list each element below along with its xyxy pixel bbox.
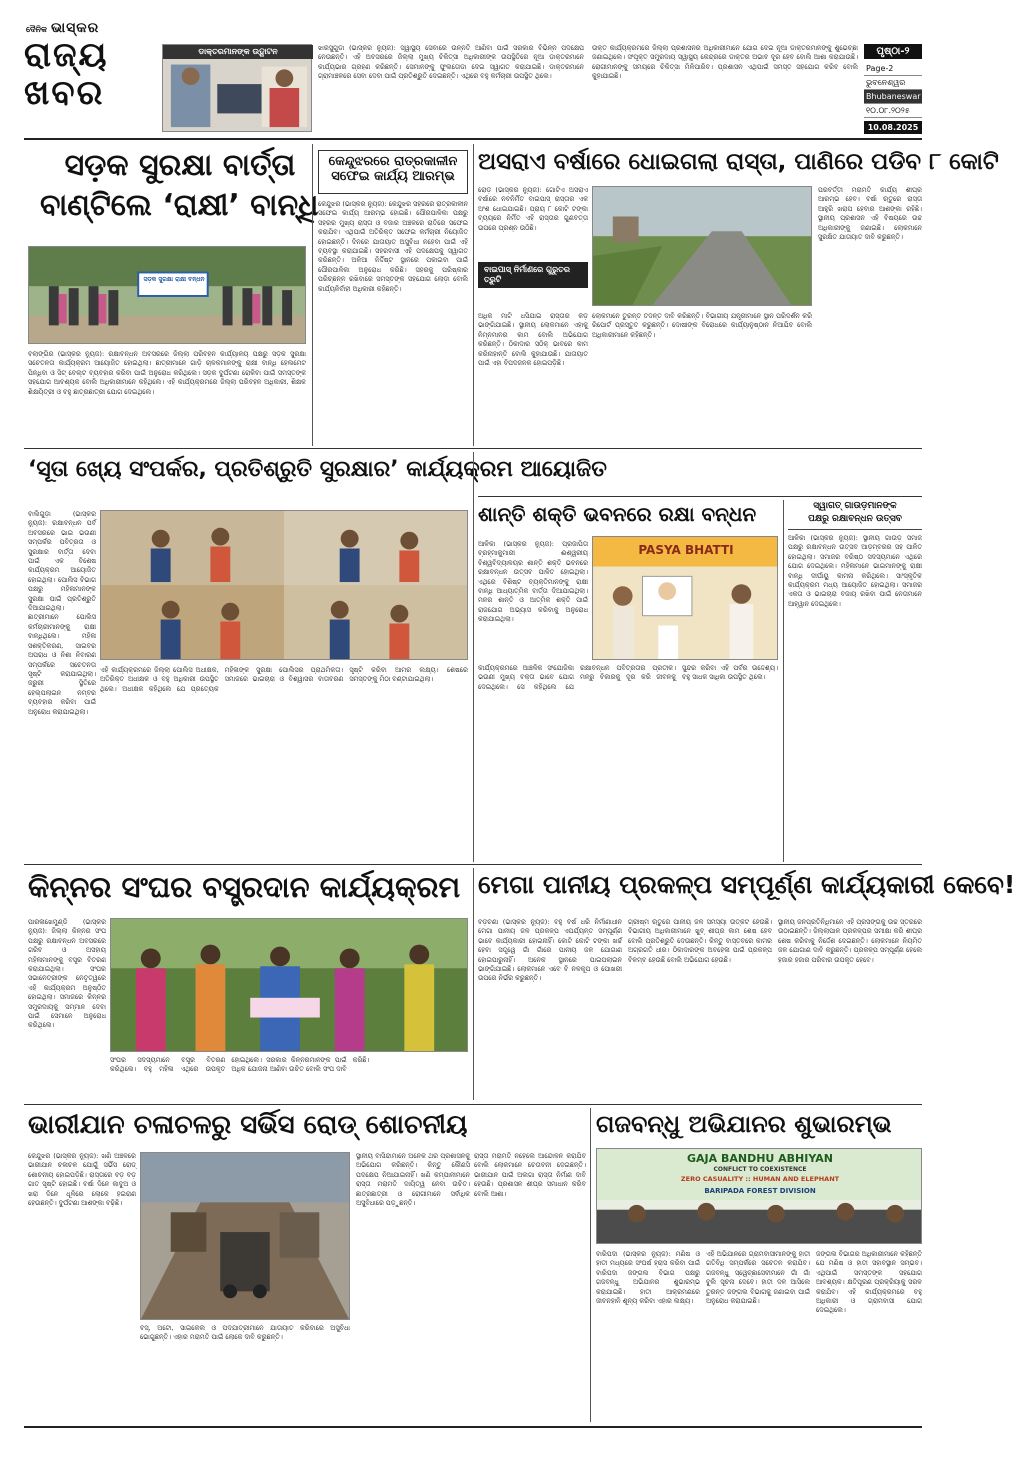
sutra-body: ବାଲିଗୁଡ଼ା (ଭାସ୍କର ନ୍ୟୁଜ): ରକ୍ଷାବନ୍ଧନ ପର୍ବ ଅବସରରେ ଭାଇ ଭଉଣୀ ସମ୍ପର୍କର ପବିତ୍ରତା ଓ ସୁରକ୍ଷାର ବାର୍ତ୍ତା ଦେବା ପାଇଁ ଏକ ବିଶେଷ କାର୍ଯ୍ୟକ୍ରମ ଆୟୋଜିତ ହୋଇଥିଲା। ପୋଲିସ ବିଭାଗ ପକ୍ଷରୁ ମହିଳାମାନଙ୍କ ସୁରକ୍ଷା ପାଇଁ ପ୍ରତିଶ୍ରୁତି ଦିଆଯାଇଥିଲା। ଛାତ୍ରୀମାନେ ପୋଲିସ କର୍ମଚାରୀମାନଙ୍କୁ ରାକ୍ଷୀ ବାନ୍ଧିଥିଲେ। ମହିଳା ସଶକ୍ତିକରଣ, ସାଇବର ଅପରାଧ ଓ ନିଶା ନିବାରଣ ସମ୍ପର୍କରେ ସଚେତନତା ସୃଷ୍ଟି କରାଯାଇଥିଲା। ଜରୁରୀ ସ୍ଥିତିରେ ହେଲ୍ପଲାଇନ ନମ୍ବର ବ୍ୟବହାର କରିବା ପାଇଁ ଅନୁରୋଧ କରାଯାଇଥିଲା। xyxy=(28,510,96,716)
masthead-brand: ଭାସ୍କର xyxy=(50,20,100,36)
rain-road-col1: ରୋଡ଼ (ଭାସ୍କର ନ୍ୟୁଜ): ଗୋଟିଏ ଅସରାଏ ବର୍ଷାରେ ନବନିର୍ମିତ ବାଇପାସ୍ ରାସ୍ତାର ଏକ ଅଂଶ ଧୋଇଯାଇଛି। ପ୍ରାୟ ୮ କୋଟି ଟଙ୍କା ବ୍ୟୟରେ ନିର୍ମିତ ଏହି ରାସ୍ତାର ଗୁଣବତ୍ତା ଉପରେ ପ୍ରଶ୍ନ ଉଠିଛି। xyxy=(478,186,588,232)
gajabandhu-headline: ଗଜବନ୍ଧୁ ଅଭିଯାନର ଶୁଭାରମ୍ଭ xyxy=(596,1110,892,1138)
keonjhar-headline1: କେନ୍ଦୁଝରରେ ରାତ୍ରକାଳୀନ xyxy=(328,154,458,169)
gaud-side-heading xyxy=(788,500,922,530)
shanti-photo-banner: PASYA BHATTI xyxy=(638,543,734,557)
heavy-vehicle-headline: ଭାରୀଯାନ ଚଳାଚଳରୁ ସର୍ଭିସ ରୋଡ୍ ଶୋଚନୀୟ xyxy=(28,1110,468,1140)
rain-road-photo-caption: ବାଇପାସ୍ ନିର୍ମାଣରେ ଗୁରୁତର ତ୍ରୁଟି xyxy=(478,262,588,288)
divider xyxy=(473,868,474,1100)
divider xyxy=(24,864,922,865)
road-safety-headline2: ବାଣ୍ଟିଲେ ‘ରାକ୍ଷୀ’ ବାନ୍ଧି xyxy=(40,188,319,223)
sutra-photo xyxy=(100,510,468,660)
divider xyxy=(24,448,922,449)
gajabandhu-col1: ବାରିପଦା (ଭାସ୍କର ନ୍ୟୁଜ): ମଣିଷ ଓ ହାତୀ ମଧ୍ୟରେ ସଂଘର୍ଷ ହ୍ରାସ କରିବା ପାଇଁ ବାରିପଦା ଜଙ୍ଗଲ ବିଭାଗ ପକ୍ଷରୁ ଗଜବନ୍ଧୁ ଅଭିଯାନର ଶୁଭାରମ୍ଭ କରାଯାଇଛି। ହାତୀ ଆକ୍ରମଣରେ ଜୀବନହାନି ଶୂନ୍ୟ କରିବା ଏହାର ଲକ୍ଷ୍ୟ। xyxy=(596,1250,700,1306)
shanti-body: ଆଳିକା (ଭାସ୍କର ନ୍ୟୁଜ): ପ୍ରଜାପିତା ବ୍ରହ୍ମାକୁମାରୀ ଈଶ୍ୱରୀୟ ବିଶ୍ୱବିଦ୍ୟାଳୟର ଶାନ୍ତି ଶକ୍ତି ଭବନରେ ରକ୍ଷାବନ୍ଧନ ଉତ୍ସବ ପାଳିତ ହୋଇଥିଲା। ଏଥିରେ ବିଶିଷ୍ଟ ବ୍ୟକ୍ତିମାନଙ୍କୁ ରାକ୍ଷୀ ବାନ୍ଧି ଆଧ୍ୟାତ୍ମିକ ବାର୍ତ୍ତା ଦିଆଯାଇଥିଲା। ମନର ଶାନ୍ତି ଓ ଆତ୍ମିକ ଶକ୍ତି ପାଇଁ ରାଜଯୋଗ ଅଭ୍ୟାସ କରିବାକୁ ଅନୁରୋଧ କରାଯାଇଥିଲା। xyxy=(478,540,588,624)
mega-water-headline: ମେଗା ପାନୀୟ ପ୍ରକଳ୍ପ ସମ୍ପୂର୍ଣ୍ଣ କାର୍ଯ୍ୟକାରୀ କେବେ! xyxy=(478,870,1015,899)
sutra-body2: ଏହି କାର୍ଯ୍ୟକ୍ରମରେ ଜିଲ୍ଲା ପୋଲିସ ଅଧୀକ୍ଷକ, ଅତିରିକ୍ତ ଅଧୀକ୍ଷକ ଓ ବହୁ ଅଧିକାରୀ ଉପସ୍ଥିତ ଥିଲେ। ଅଧୀକ୍ଷକ କହିଥିଲେ ଯେ ପ୍ରତ୍ୟେକ ମହିଳାଙ୍କ ସୁରକ୍ଷା ପୋଲିସର ପ୍ରାଥମିକତା। ସମାଜରେ ଭାଇଚାରା ଓ ବିଶ୍ୱାସର ବାତାବରଣ ସୃଷ୍ଟି କରିବା ଆମର ଲକ୍ଷ୍ୟ। ଶେଷରେ ସମସ୍ତଙ୍କୁ ମିଠା ବଣ୍ଟାଯାଇଥିଲା। xyxy=(100,666,468,693)
gajabandhu-banner2: CONFLICT TO COEXISTENCE xyxy=(713,1166,807,1173)
divider xyxy=(473,452,474,862)
rain-road-col4: ପରବର୍ତ୍ତୀ ମରାମତି କାର୍ଯ୍ୟ ଶୀଘ୍ର ଆରମ୍ଭ ହେବ। ବର୍ଷା ଋତୁରେ ରାସ୍ତା ଆହୁରି ଖରାପ ହେବାର ଆଶଙ୍କା ରହିଛି। ସ୍ଥାନୀୟ ପ୍ରଶାସନ ଏହି ବିଷୟରେ ଉଚ୍ଚ ଅଧିକାରୀଙ୍କୁ ଜଣାଇଛି। ଲୋକମାନେ ସୁରକ୍ଷିତ ଯାତାୟାତ ଦାବି କରୁଛନ୍ତି। xyxy=(818,186,922,242)
mega-water-col2: ଗ୍ରୀଷ୍ମ ଋତୁରେ ପାନୀୟ ଜଳ ସମସ୍ୟା ଉତ୍କଟ ହେଉଛି। ବିଭାଗୀୟ ଅଧିକାରୀମାନେ ଖୁବ୍ ଶୀଘ୍ର କାମ ଶେଷ ହେବ ବୋଲି ପ୍ରତିଶ୍ରୁତି ଦେଉଛନ୍ତି। କିନ୍ତୁ ବାସ୍ତବରେ କାମର ଅଗ୍ରଗତି ଧୀର। ଠିକାଦାରଙ୍କ ଅବହେଳା ପାଇଁ ପ୍ରକଳ୍ପ ବିଳମ୍ବ ହେଉଛି ବୋଲି ଅଭିଯୋଗ ହେଉଛି। xyxy=(628,918,772,964)
doctors-photo-caption: ଡାକ୍ତରମାନଙ୍କ ଉଦ୍ଘାଟନ xyxy=(163,45,313,59)
rain-road-headline: ଅସରାଏ ବର୍ଷାରେ ଧୋଇଗଲା ରାସ୍ତା, ପାଣିରେ ପଡିବ ୮ କୋଟି xyxy=(478,149,999,175)
shanti-headline: ଶାନ୍ତି ଶକ୍ତି ଭବନରେ ରକ୍ଷା ବନ୍ଧନ xyxy=(478,502,757,526)
sutra-headline: ‘ସୂତା ଖ୍ୟେ ସଂପର୍କର, ପ୍ରତିଶ୍ରୁତି ସୁରକ୍ଷାର’ କାର୍ଯ୍ୟକ୍ରମ ଆୟୋଜିତ xyxy=(28,457,607,482)
road-safety-body: ବଲାଙ୍ଗିର (ଭାସ୍କର ନ୍ୟୁଜ): ରକ୍ଷାବନ୍ଧନ ଅବସରରେ ଜିଲ୍ଲା ପରିବହନ କାର୍ଯ୍ୟାଳୟ ପକ୍ଷରୁ ସଡ଼କ ସୁରକ୍ଷା ସଚେତନତା କାର୍ଯ୍ୟକ୍ରମ ଆୟୋଜିତ ହୋଇଥିଲା। ଛାତ୍ରୀମାନେ ଗାଡ଼ି ଚାଳକମାନଙ୍କୁ ରାକ୍ଷୀ ବାନ୍ଧି ହେଲମେଟ ପିନ୍ଧିବା ଓ ସିଟ୍ ବେଲ୍ଟ ବ୍ୟବହାର କରିବା ପାଇଁ ଅନୁରୋଧ କରିଥିଲେ। ସଡ଼କ ଦୁର୍ଘଟଣା ରୋକିବା ପାଇଁ ସମସ୍ତଙ୍କ ସହଯୋଗ ଆବଶ୍ୟକ ବୋଲି ଅଧିକାରୀମାନେ କହିଥିଲେ। ଏହି କାର୍ଯ୍ୟକ୍ରମରେ ଜିଲ୍ଲା ପରିବହନ ଅଧିକାରୀ, ଶିକ୍ଷକ ଶିକ୍ଷୟିତ୍ରୀ ଓ ବହୁ ଛାତ୍ରଛାତ୍ରୀ ଯୋଗ ଦେଇଥିଲେ। xyxy=(28,350,306,396)
road-safety-banner: ସଡ଼କ ସୁରକ୍ଷା ରାକ୍ଷୀ ବନ୍ଧନ xyxy=(143,276,205,283)
shanti-body2: କାର୍ଯ୍ୟକ୍ରମରେ ଆଞ୍ଚଳିକ ସଂଯୋଜିକା ଭଉଣୀ ମୁଖ୍ୟ ବକ୍ତା ଭାବେ ଯୋଗ ଦେଇଥିଲେ। ସେ କହିଥିଲେ ଯେ ରକ୍ଷାବନ୍ଧନ ପବିତ୍ରତାର ପ୍ରତୀକ। ମନରୁ ବିକାରକୁ ଦୂର କରି ଜୀବନକୁ ସୁନ୍ଦର କରିବା ଏହି ପର୍ବର ଉଦ୍ଦେଶ୍ୟ। ବହୁ ସାଧକ ସାଧିକା ଉପସ୍ଥିତ ଥିଲେ। xyxy=(478,664,778,691)
gajabandhu-col3: ଜଙ୍ଗଲ ବିଭାଗର ଅଧିକାରୀମାନେ କହିଛନ୍ତି ଯେ ମଣିଷ ଓ ହାତୀ ସହାବସ୍ଥାନ ସମ୍ଭବ। ଏଥିପାଇଁ ସମସ୍ତଙ୍କ ସହଯୋଗ ଆବଶ୍ୟକ। କ୍ଷତିପୂରଣ ପ୍ରକ୍ରିୟାକୁ ସରଳ କରାଯିବ। ଏହି କାର୍ଯ୍ୟକ୍ରମରେ ବହୁ ଅଧିକାରୀ ଓ ଗ୍ରାମବାସୀ ଯୋଗ ଦେଇଥିଲେ। xyxy=(816,1250,922,1315)
divider xyxy=(312,144,313,446)
masthead xyxy=(24,20,152,132)
heavy-vehicle-body: କେନ୍ଦୁଝର (ଭାସ୍କର ନ୍ୟୁଜ): ଖଣି ଅଞ୍ଚଳରେ ଭାରୀଯାନ ଚଳାଚଳ ଯୋଗୁଁ ସର୍ଭିସ ରୋଡ୍ ଶୋଚନୀୟ ହୋଇପଡ଼ିଛି। ରାସ୍ତାରେ ବଡ଼ ବଡ଼ ଗାତ ସୃଷ୍ଟି ହୋଇଛି। ବର୍ଷା ଦିନେ କାଦୁଅ ଓ ଖରା ଦିନେ ଧୂଳିରେ ଲୋକେ ହଇରାଣ ହେଉଛନ୍ତି। ଦୁର୍ଘଟଣା ଆଶଙ୍କା ବଢ଼ିଛି। xyxy=(28,1152,136,1208)
divider xyxy=(783,500,784,862)
kinnar-body: ପାରଳାଖେମୁଣ୍ଡି (ଭାସ୍କର ନ୍ୟୁଜ): ଜିଲ୍ଲା କିନ୍ନର ସଂଘ ପକ୍ଷରୁ ରକ୍ଷାବନ୍ଧନ ଅବସରରେ ଗରିବ ଓ ଅସହାୟ ମହିଳାମାନଙ୍କୁ ବସ୍ତ୍ର ବିତରଣ କରାଯାଇଥିଲା। ସଂଘର ସଭାନେତ୍ରୀଙ୍କ ନେତୃତ୍ୱରେ ଏହି କାର୍ଯ୍ୟକ୍ରମ ଅନୁଷ୍ଠିତ ହୋଇଥିଲା। ସମାଜରେ କିନ୍ନର ସମ୍ପ୍ରଦାୟକୁ ସମ୍ମାନ ଦେବା ପାଇଁ ସେମାନେ ଅନୁରୋଧ କରିଥିଲେ। xyxy=(28,918,106,1030)
gajabandhu-banner4: BARIPADA FOREST DIVISION xyxy=(704,1187,816,1195)
heavy-vehicle-col3: ରାସ୍ତା ମରାମତି ନହେଲେ ଆନ୍ଦୋଳନ କରାଯିବ ବୋଲି ଲୋକମାନେ ଚେତାବନୀ ଦେଇଛନ୍ତି। ଭାରୀଯାନ ପାଇଁ ଅଲଗା ରାସ୍ତା ନିର୍ମାଣ ଦାବି ହେଉଛି। ପ୍ରଶାସନ ଶୀଘ୍ର ସମାଧାନ କରିବ ବୋଲି ଆଶା। xyxy=(474,1152,586,1198)
gajabandhu-col2: ଏହି ଅଭିଯାନରେ ଗ୍ରାମବାସୀମାନଙ୍କୁ ହାତୀ ଗତିବିଧି ସମ୍ପର୍କରେ ସଚେତନ କରାଯିବ। ଗଜବନ୍ଧୁ ସ୍ୱେଚ୍ଛାସେବୀମାନେ ଗାଁ ଗାଁ ବୁଲି ସୂଚନା ଦେବେ। ହାତୀ ଦଳ ଆସିଲେ ତୁରନ୍ତ ଜଙ୍ଗଲ ବିଭାଗକୁ ଜଣାଇବା ପାଇଁ ଅନୁରୋଧ କରାଯାଇଛି। xyxy=(706,1250,810,1306)
masthead-tag: ଦୈନିକ xyxy=(26,25,47,34)
page-number: ପୃଷ୍ଠା-୨ xyxy=(864,44,922,59)
rain-road-photo xyxy=(592,186,812,306)
heavy-vehicle-photo xyxy=(140,1152,350,1320)
gajabandhu-photo xyxy=(596,1148,922,1244)
heavy-vehicle-col2: ସ୍ଥାନୀୟ ବାସିନ୍ଦାମାନେ ଅନେକ ଥର ପ୍ରଶାସନକୁ ଅଭିଯୋଗ କରିଛନ୍ତି। କିନ୍ତୁ କୌଣସି ପଦକ୍ଷେପ ନିଆଯାଇନାହିଁ। ଖଣି କମ୍ପାନୀମାନେ ରାସ୍ତା ମରାମତି ଦାୟିତ୍ୱ ନେବା ଉଚିତ। ଛାତ୍ରଛାତ୍ରୀ ଓ ରୋଗୀମାନେ ସର୍ବାଧିକ ଅସୁବିଧାରେ ପଡ଼ୁଛନ୍ତି। xyxy=(356,1152,470,1208)
mega-water-col1: ବଡ଼ଚଣା (ଭାସ୍କର ନ୍ୟୁଜ): ବହୁ ବର୍ଷ ଧରି ନିର୍ମାଣାଧୀନ ମେଗା ପାନୀୟ ଜଳ ପ୍ରକଳ୍ପ ଏପର୍ଯ୍ୟନ୍ତ ସମ୍ପୂର୍ଣ୍ଣ ଭାବେ କାର୍ଯ୍ୟକାରୀ ହୋଇନାହିଁ। କୋଟି କୋଟି ଟଙ୍କା ଖର୍ଚ୍ଚ ହେବା ସତ୍ତ୍ୱେ ଗାଁ ଗାଁରେ ପାନୀୟ ଜଳ ଯୋଗାଣ ହୋଇପାରୁନାହିଁ। ଅନେକ ସ୍ଥାନରେ ପାଇପଲାଇନ ଭାଙ୍ଗିଯାଇଛି। ଲୋକମାନେ ଏବେ ବି ନଳକୂପ ଓ ପୋଖରୀ ଉପରେ ନିର୍ଭର କରୁଛନ୍ତି। xyxy=(478,918,622,983)
top-story-col2: ଉକ୍ତ କାର୍ଯ୍ୟକ୍ରମରେ ଜିଲ୍ଲା ପ୍ରଶାସନର ଅଧିକାରୀମାନେ ଯୋଗ ଦେଇ ନୂଆ ଡାକ୍ତରମାନଙ୍କୁ ଶୁଭେଚ୍ଛା ଜଣାଇଥିଲେ। ସଂପୃକ୍ତ ସମ୍ପ୍ରଦାୟ ସ୍ୱାସ୍ଥ୍ୟ କେନ୍ଦ୍ରରେ ଡାକ୍ତର ଅଭାବ ଦୂର ହେବ ବୋଲି ଆଶା କରାଯାଉଛି। ରୋଗୀମାନଙ୍କୁ ସମୟରେ ଚିକିତ୍ସା ମିଳିପାରିବ। ପ୍ରଶାସନ ଏଥିପାଇଁ ସମସ୍ତ ସହଯୋଗ କରିବ ବୋଲି କୁହାଯାଇଛି। xyxy=(592,44,858,81)
masthead-rule xyxy=(24,138,922,140)
top-story-col1: ଝାରସୁଗୁଡା (ଭାସ୍କର ନ୍ୟୁଜ): ସ୍ୱାସ୍ଥ୍ୟ ସେବାରେ ଉନ୍ନତି ଆଣିବା ପାଇଁ ସରକାର ବିଭିନ୍ନ ପଦକ୍ଷେପ ନେଉଛନ୍ତି। ଏହି ଅବସରରେ ଜିଲ୍ଲା ମୁଖ୍ୟ ଚିକିତ୍ସା ଅଧିକାରୀଙ୍କ ଉପସ୍ଥିତିରେ ନୂଆ ଡାକ୍ତରମାନେ କାର୍ଯ୍ୟଭାର ଗ୍ରହଣ କରିଛନ୍ତି। ସେମାନଙ୍କୁ ଫୁଲତୋଡା ଦେଇ ସ୍ୱାଗତ କରାଯାଇଛି। ଡାକ୍ତରମାନେ ଗ୍ରାମାଞ୍ଚଳରେ ସେବା ଦେବା ପାଇଁ ପ୍ରତିଶ୍ରୁତି ଦେଇଛନ୍ତି। ଏଥିରେ ବହୁ କର୍ମଚାରୀ ଉପସ୍ଥିତ ଥିଲେ। xyxy=(318,44,584,81)
doctors-photo xyxy=(162,44,312,132)
masthead-line2: ଖବର xyxy=(24,73,105,113)
kinnar-headline: କିନ୍ନର ସଂଘର ବସ୍ତ୍ରଦାନ କାର୍ଯ୍ୟକ୍ରମ xyxy=(28,870,461,904)
divider xyxy=(473,144,474,446)
keonjhar-body: କେନ୍ଦୁଝର (ଭାସ୍କର ନ୍ୟୁଜ): କେନ୍ଦୁଝର ସହରରେ ରାତ୍ରକାଳୀନ ସଫେଇ କାର୍ଯ୍ୟ ଆରମ୍ଭ ହୋଇଛି। ପୌରପାଳିକା ପକ୍ଷରୁ ସହରର ମୁଖ୍ୟ ରାସ୍ତା ଓ ବଜାର ଅଞ୍ଚଳରେ ରାତିରେ ସଫେଇ କରାଯିବ। ଏଥିପାଇଁ ଅତିରିକ୍ତ ସଫେଇ କର୍ମଚାରୀ ନିୟୋଜିତ ହୋଇଛନ୍ତି। ଦିନରେ ଯାତାୟାତ ଅସୁବିଧା ନହେବା ପାଇଁ ଏହି ବ୍ୟବସ୍ଥା କରାଯାଇଛି। ସହରବାସୀ ଏହି ପଦକ୍ଷେପକୁ ସ୍ୱାଗତ କରିଛନ୍ତି। ଅଳିଆ ନିର୍ଦ୍ଦିଷ୍ଟ ସ୍ଥାନରେ ପକାଇବା ପାଇଁ ପୌରପାଳିକା ଅନୁରୋଧ କରିଛି। ସହରକୁ ପରିଷ୍କାର ପରିଚ୍ଛନ୍ନ ରଖିବାରେ ସମସ୍ତଙ୍କ ସହଯୋଗ ଲୋଡ଼ା ବୋଲି କାର୍ଯ୍ୟନିର୍ବାହୀ ଅଧିକାରୀ କହିଛନ୍ତି। xyxy=(318,200,468,293)
divider xyxy=(590,1108,591,1422)
page-en: Page-2 xyxy=(864,62,922,76)
keonjhar-headline2: ସଫେଇ କାର୍ଯ୍ୟ ଆରମ୍ଭ xyxy=(331,169,455,184)
road-safety-headline1: ସଡ଼କ ସୁରକ୍ଷା ବାର୍ତ୍ତା xyxy=(64,148,296,183)
footer-rule xyxy=(24,1426,922,1428)
shanti-photo xyxy=(592,536,778,660)
city-en: Bhubaneswar xyxy=(864,90,922,104)
keonjhar-headline-box xyxy=(318,150,468,194)
kinnar-photo xyxy=(110,918,468,1052)
date-en: 10.08.2025 xyxy=(864,121,922,134)
gaud-title1: ସ୍ୱାଗତ୍ ଗାଉଡ଼ମାନଙ୍କ xyxy=(813,501,897,511)
date-or: ୧୦.୦୮.୨୦୨୫ xyxy=(864,104,922,118)
rain-road-col3: ଲୋକମାନେ ତୁରନ୍ତ ତଦନ୍ତ ଦାବି କରିଛନ୍ତି। ବିଭାଗୀୟ ଯନ୍ତ୍ରୀମାନେ ସ୍ଥାନ ପରିଦର୍ଶନ କରି ରିପୋର୍ଟ ପ୍ରସ୍ତୁତ କରୁଛନ୍ତି। ଦୋଷୀଙ୍କ ବିରୋଧରେ କାର୍ଯ୍ୟାନୁଷ୍ଠାନ ନିଆଯିବ ବୋଲି ଅଧିକାରୀମାନେ କହିଛନ୍ତି। xyxy=(592,312,812,339)
city-or: ଭୁବନେଶ୍ୱର xyxy=(864,76,922,90)
divider xyxy=(24,1104,922,1105)
kinnar-caption: ସଂଘର ସଦସ୍ୟମାନେ ବସ୍ତ୍ର ବିତରଣ କରିଥିଲେ। ବହୁ ମହିଳା ଏଥିରେ ଉପକୃତ ହୋଇଥିଲେ। ସରକାର କିନ୍ନରମାନଙ୍କ ପାଇଁ ଅଧିକ ଯୋଜନା ଆଣିବା ଉଚିତ ବୋଲି ସଂଘ ଦାବି କରିଛି। xyxy=(110,1056,370,1074)
gaud-title2: ପକ୍ଷରୁ ରକ୍ଷାବନ୍ଧନ ଉତ୍ସବ xyxy=(808,514,902,524)
mega-water-col3: ସ୍ଥାନୀୟ ଜନପ୍ରତିନିଧିମାନେ ଏହି ପ୍ରସଙ୍ଗକୁ ଉଚ୍ଚ ସ୍ତରରେ ଉଠାଇଛନ୍ତି। ଜିଲ୍ଲାପାଳ ପ୍ରକଳ୍ପର ସମୀକ୍ଷା କରି ଶୀଘ୍ର ଶେଷ କରିବାକୁ ନିର୍ଦ୍ଦେଶ ଦେଇଛନ୍ତି। ଲୋକମାନେ ନିୟମିତ ଜଳ ଯୋଗାଣ ଦାବି କରୁଛନ୍ତି। ପ୍ରକଳ୍ପ ସମ୍ପୂର୍ଣ୍ଣ ହେଲେ ହଜାର ହଜାର ପରିବାର ଉପକୃତ ହେବେ। xyxy=(778,918,922,964)
rain-road-col2: ଅଧିକ ମାଟି ଧସିଯାଇ ରାସ୍ତାର କଡ଼ ଭାଙ୍ଗିଯାଇଛି। ସ୍ଥାନୀୟ ଲୋକମାନେ ଏହାକୁ ନିମ୍ନମାନର କାମ ବୋଲି ଅଭିଯୋଗ କରିଛନ୍ତି। ଠିକାଦାର ସଠିକ୍ ଭାବରେ କାମ କରିନାହାନ୍ତି ବୋଲି କୁହାଯାଉଛି। ଯାତାୟାତ ପାଇଁ ଏହା ବିପଦଜନକ ହୋଇପଡ଼ିଛି। xyxy=(478,312,588,368)
gajabandhu-banner1: GAJA BANDHU ABHIYAN xyxy=(686,1152,833,1165)
gajabandhu-banner3: ZERO CASUALITY :: HUMAN AND ELEPHANT xyxy=(680,1175,840,1183)
masthead-line1: ରାଜ୍ୟ xyxy=(24,35,109,75)
gaud-body: ଆଳିକା (ଭାସ୍କର ନ୍ୟୁଜ): ସ୍ଥାନୀୟ ଗାଉଡ଼ ସମାଜ ପକ୍ଷରୁ ରକ୍ଷାବନ୍ଧନ ଉତ୍ସବ ଆଡ଼ମ୍ବରର ସହ ପାଳିତ ହୋଇଥିଲା। ସମାଜର ବରିଷ୍ଠ ସଦସ୍ୟମାନେ ଏଥିରେ ଯୋଗ ଦେଇଥିଲେ। ମହିଳାମାନେ ଭାଇମାନଙ୍କୁ ରାକ୍ଷୀ ବାନ୍ଧି ଦୀର୍ଘାୟୁ କାମନା କରିଥିଲେ। ସାଂସ୍କୃତିକ କାର୍ଯ୍ୟକ୍ରମ ମଧ୍ୟ ଆୟୋଜିତ ହୋଇଥିଲା। ସମାଜର ଏକତା ଓ ଭାଇଚାରା ବଜାୟ ରଖିବା ପାଇଁ ନେତାମାନେ ଆହ୍ୱାନ ଦେଇଥିଲେ। xyxy=(788,534,922,608)
page-info xyxy=(864,44,922,134)
divider xyxy=(478,496,922,497)
road-safety-photo xyxy=(28,246,306,344)
heavy-vehicle-caption: ବସ୍, ଅଟୋ, ସାଇକେଲ ଓ ପଦଯାତ୍ରୀମାନେ ଯାତାୟାତ କରିବାରେ ଅସୁବିଧା ଭୋଗୁଛନ୍ତି। ଏହାର ମରାମତି ପାଇଁ ଲୋକେ ଦାବି କରୁଛନ୍ତି। xyxy=(140,1324,350,1342)
